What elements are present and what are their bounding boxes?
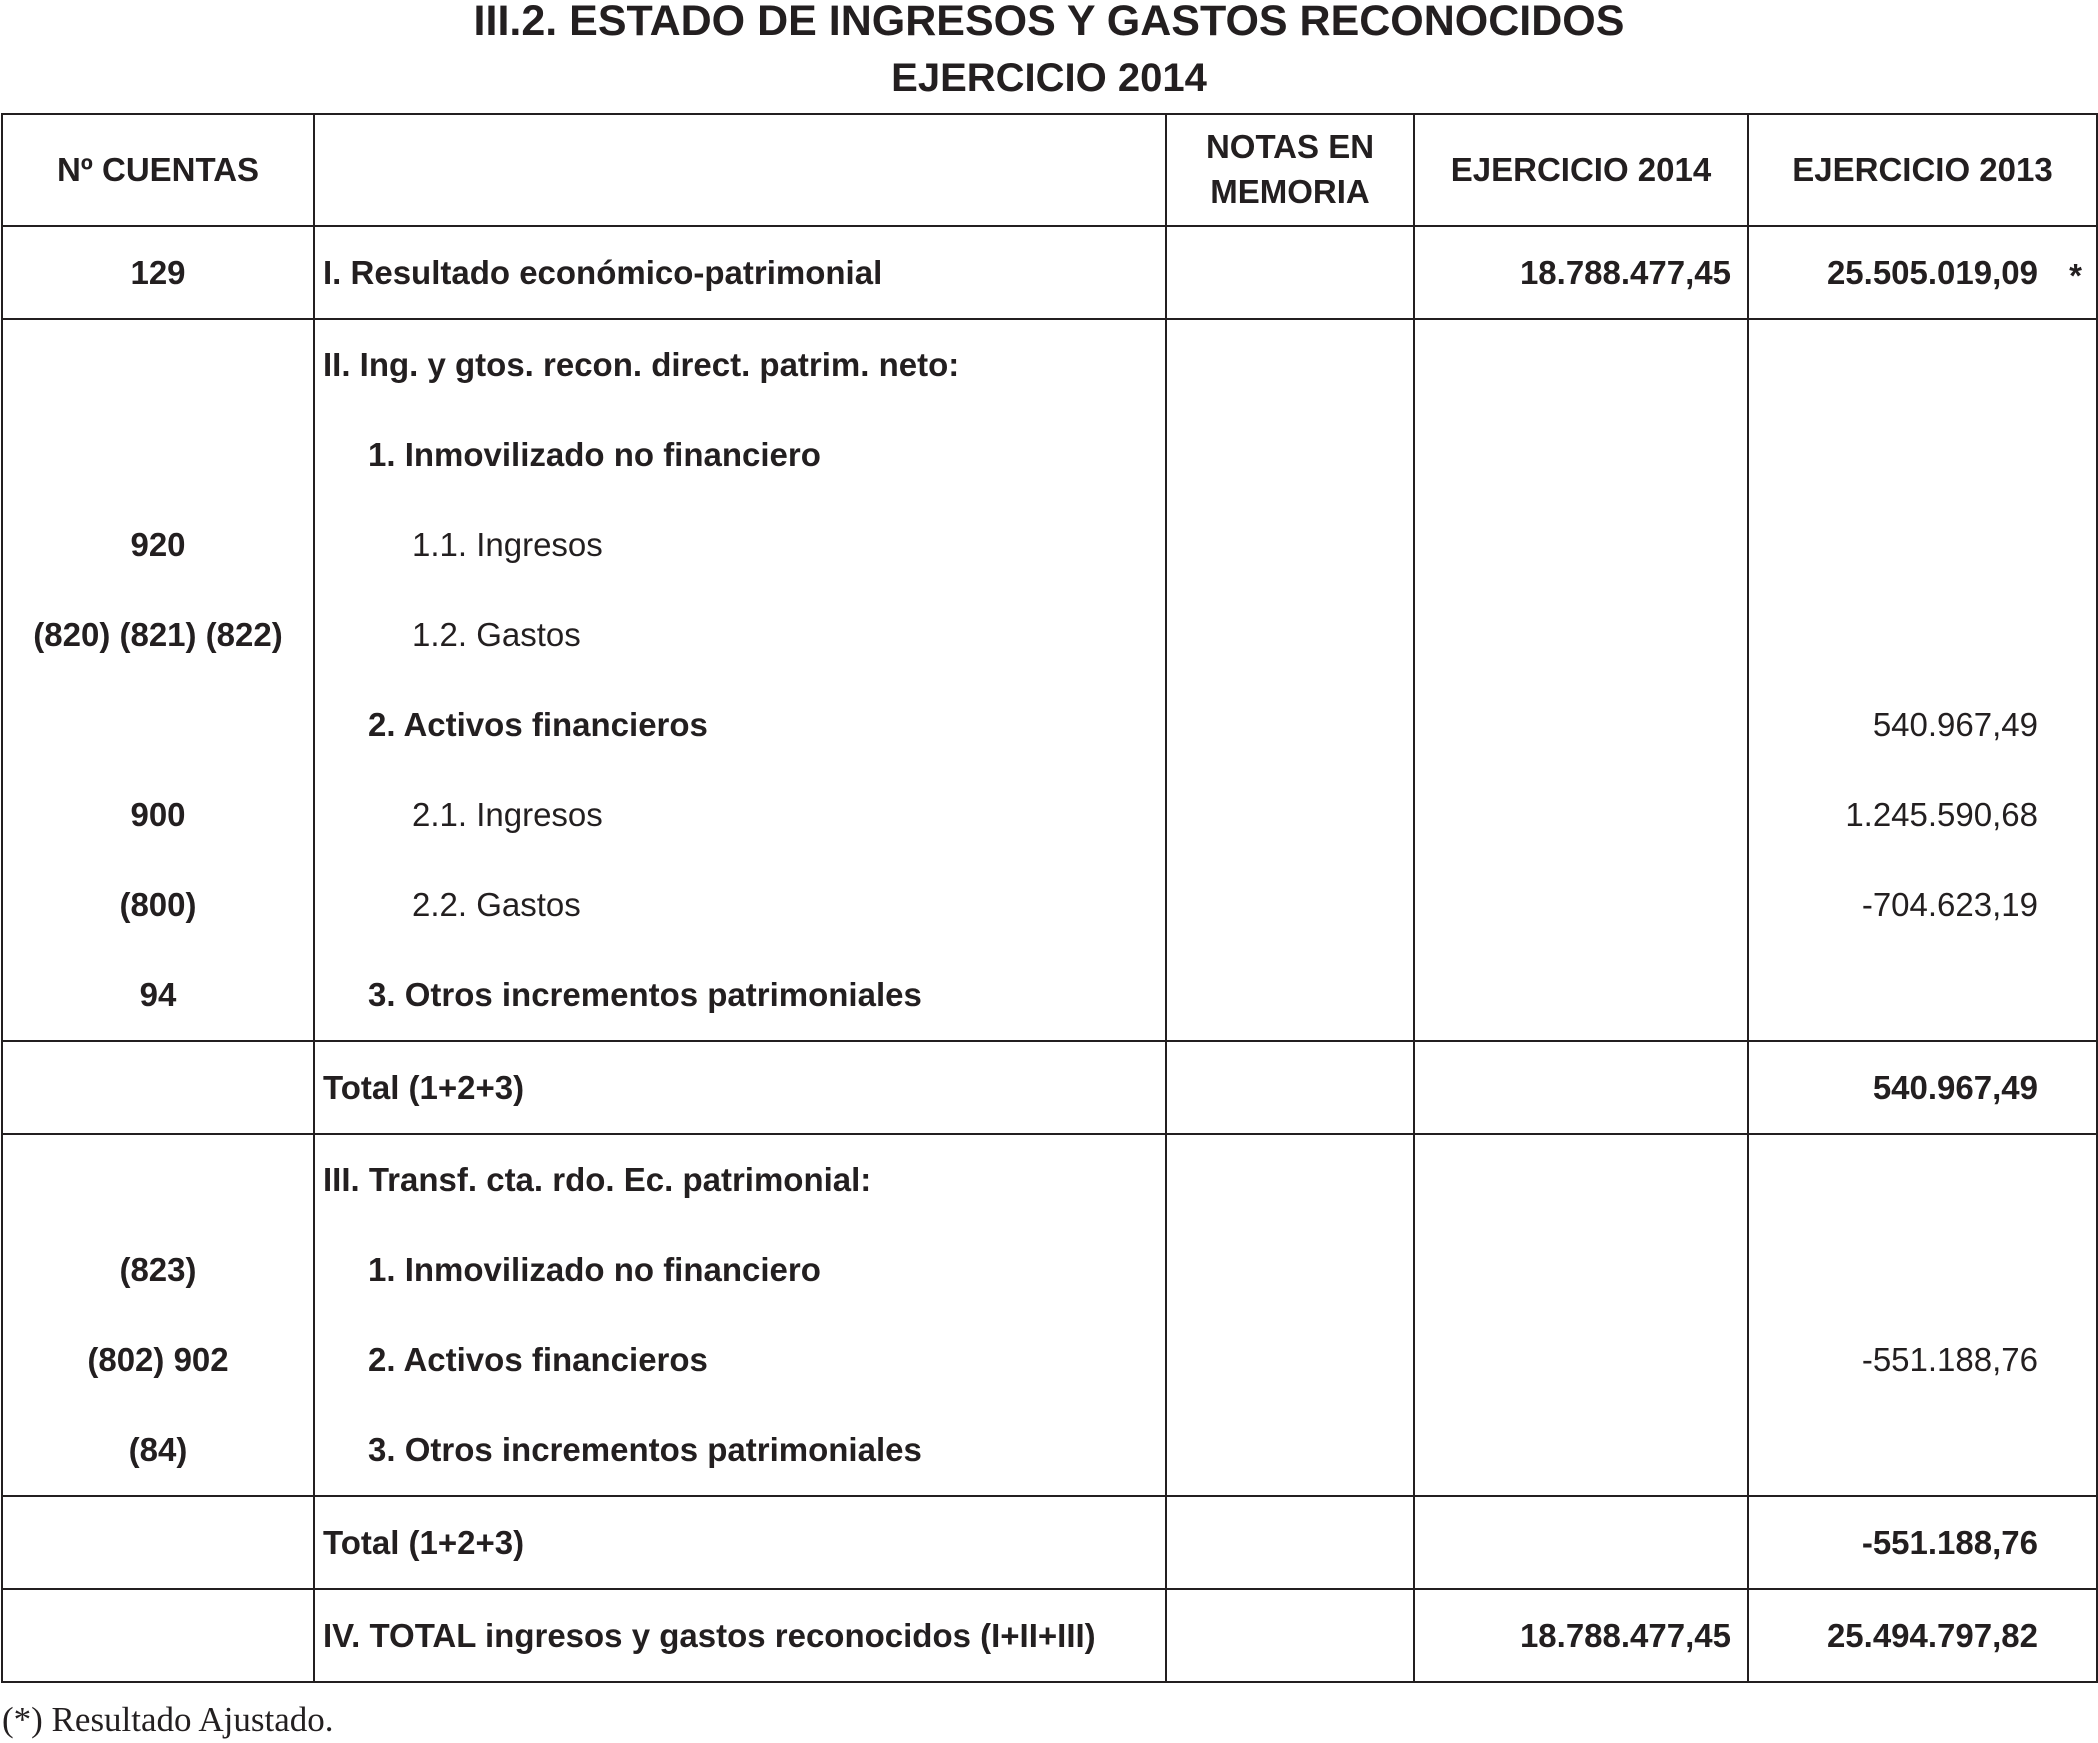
ejercicio-2013-cell: 25.494.797,82 [1748, 1589, 2097, 1682]
value-line [1415, 500, 1731, 590]
concepto-line: 2. Activos financieros [368, 706, 708, 743]
concepto-line: 1.2. Gastos [412, 616, 581, 653]
concepto-line: 1. Inmovilizado no financiero [368, 436, 821, 473]
value-line [1749, 500, 2038, 590]
cuenta-line: 900 [130, 796, 186, 833]
cuenta-line: (84) [128, 1431, 188, 1468]
value-line: 1.245.590,68 [1845, 796, 2038, 833]
value-line [1749, 590, 2038, 680]
document-title: III.2. ESTADO DE INGRESOS Y GASTOS RECONOCIDOS [473, 0, 1625, 45]
value-line [1749, 950, 2038, 1040]
value-line: -704.623,19 [1861, 886, 2038, 923]
table-row-resultado [2, 226, 2097, 319]
concepto-cell: Total (1+2+3) [314, 1496, 1166, 1589]
adjusted-mark: * [2069, 257, 2082, 294]
section-heading: II. Ing. y gtos. recon. direct. patrim. neto: [323, 346, 960, 383]
value-line [1415, 590, 1731, 680]
value-line [1415, 1135, 1731, 1225]
notas-cell [1166, 1496, 1414, 1589]
cuenta-line [3, 410, 313, 500]
value-line: -551.188,76 [1861, 1341, 2038, 1378]
cuenta-line: 920 [130, 526, 186, 563]
ejercicio-2013-column-block [1748, 1134, 2097, 1496]
value-line [1415, 320, 1731, 410]
notas-cell [1166, 1589, 1414, 1682]
header-ejercicio-2013: EJERCICIO 2013 [1748, 114, 2097, 226]
ejercicio-2014-cell: 18.788.477,45 [1414, 1589, 1748, 1682]
table-row-total-iv [2, 1589, 2097, 1682]
notas-cell [1166, 226, 1414, 319]
concepto-line: 3. Otros incrementos patrimoniales [368, 976, 922, 1013]
ejercicio-2013-cell: 540.967,49 [1748, 1041, 2097, 1134]
value-line [1415, 410, 1731, 500]
ejercicio-2014-column-block [1414, 1134, 1748, 1496]
concepto-line: 2.2. Gastos [412, 886, 581, 923]
notas-column-block [1166, 319, 1414, 1041]
header-row [2, 114, 2097, 226]
cuenta-line: (802) 902 [87, 1341, 229, 1378]
cuenta-line: 94 [139, 976, 177, 1013]
value-line [1415, 1225, 1731, 1315]
ejercicio-2013-cell: -551.188,76 [1748, 1496, 2097, 1589]
cuenta-cell [2, 1041, 314, 1134]
header-concepto [314, 114, 1166, 226]
value-line [1415, 1405, 1731, 1495]
concepto-line: 2. Activos financieros [368, 1341, 708, 1378]
value-line [1415, 1315, 1731, 1405]
section-heading: III. Transf. cta. rdo. Ec. patrimonial: [323, 1161, 872, 1198]
table-section-iii [2, 1134, 2097, 1496]
cuenta-cell [2, 1496, 314, 1589]
value-line: 540.967,49 [1872, 706, 2038, 743]
ejercicio-2014-cell [1414, 1496, 1748, 1589]
table-row-total-iii [2, 1496, 2097, 1589]
value-line [1749, 320, 2038, 410]
notas-cell [1166, 1041, 1414, 1134]
concepto-column-block [314, 1134, 1166, 1496]
notas-column-block [1166, 1134, 1414, 1496]
cuenta-line: (820) (821) (822) [33, 616, 283, 653]
value-line [1749, 1135, 2038, 1225]
concepto-cell: I. Resultado económico-patrimonial [314, 226, 1166, 319]
ejercicio-2013-cell [1748, 226, 2097, 319]
header-cuentas: Nº CUENTAS [2, 114, 314, 226]
cuenta-column-block [2, 1134, 314, 1496]
table-section-ii [2, 319, 2097, 1041]
value-line [1415, 860, 1731, 950]
ejercicio-2013-value: 25.505.019,09 [1826, 253, 2038, 291]
cuenta-line [3, 1135, 313, 1225]
concepto-line: 2.1. Ingresos [412, 796, 603, 833]
header-notas-label: NOTAS EN MEMORIA [1205, 128, 1375, 210]
cuenta-line [3, 680, 313, 770]
cuenta-cell: 129 [2, 226, 314, 319]
ejercicio-2014-cell [1414, 1041, 1748, 1134]
ejercicio-2014-column-block [1414, 319, 1748, 1041]
table-row-total-ii [2, 1041, 2097, 1134]
concepto-column-block [314, 319, 1166, 1041]
value-line [1415, 950, 1731, 1040]
ejercicio-2013-column-block [1748, 319, 2097, 1041]
value-line [1749, 1405, 2038, 1495]
value-line [1415, 680, 1731, 770]
footnote: (*) Resultado Ajustado. [2, 1700, 334, 1739]
cuenta-cell [2, 1589, 314, 1682]
value-line [1415, 770, 1731, 860]
concepto-line: 1.1. Ingresos [412, 526, 603, 563]
header-ejercicio-2014: EJERCICIO 2014 [1414, 114, 1748, 226]
concepto-cell: IV. TOTAL ingresos y gastos reconocidos (I+II+III) [314, 1589, 1166, 1682]
concepto-cell: Total (1+2+3) [314, 1041, 1166, 1134]
ejercicio-2014-cell: 18.788.477,45 [1414, 226, 1748, 319]
concepto-line: 3. Otros incrementos patrimoniales [368, 1431, 922, 1468]
cuenta-line: (823) [119, 1251, 197, 1288]
concepto-line: 1. Inmovilizado no financiero [368, 1251, 821, 1288]
value-line [1749, 410, 2038, 500]
statement-table [1, 113, 2098, 1683]
header-notas [1166, 114, 1414, 226]
document-subtitle: EJERCICIO 2014 [891, 56, 1207, 100]
value-line [1749, 1225, 2038, 1315]
cuenta-line [3, 320, 313, 410]
cuenta-line: (800) [119, 886, 197, 923]
cuenta-column-block [2, 319, 314, 1041]
